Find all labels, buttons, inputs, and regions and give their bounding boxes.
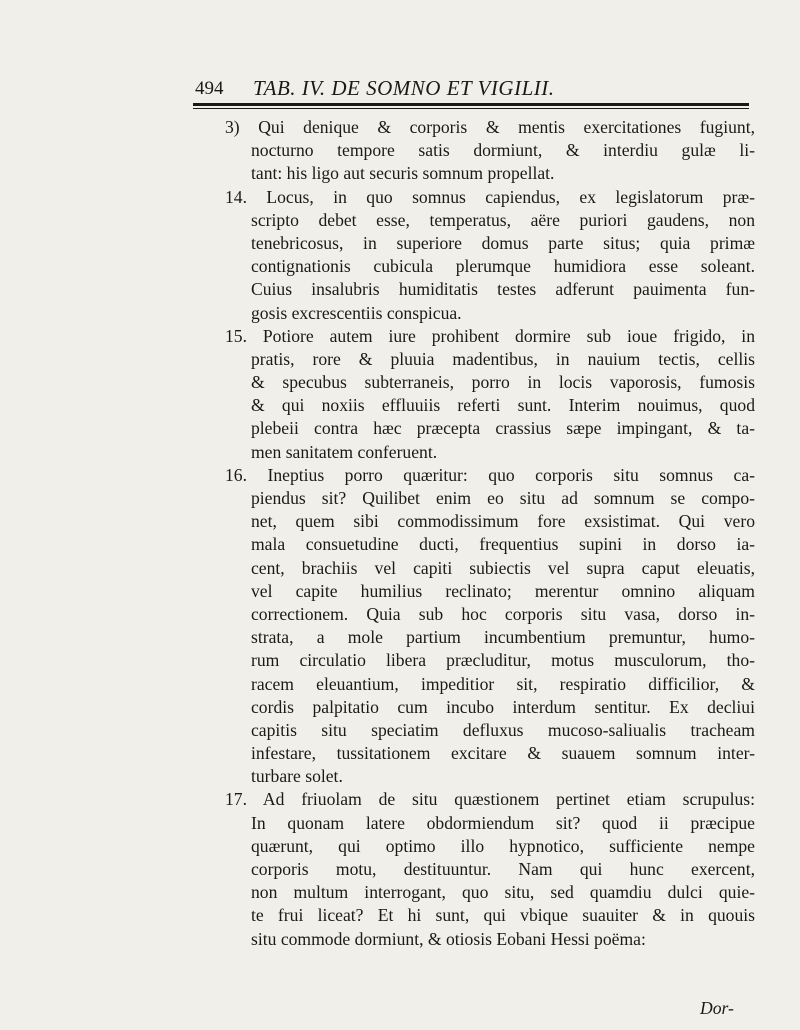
text-line: nocturno tempore satis dormiunt, & interdiu gulæ li- bbox=[251, 140, 755, 161]
text-line: 17. Ad friuolam de situ quæstionem pertinet etiam scrupulus: bbox=[225, 789, 755, 810]
text-line: & qui noxiis effluuiis referti sunt. Interim nouimus, quod bbox=[251, 395, 755, 416]
text-line: quærunt, qui optimo illo hypnotico, sufficiente nempe bbox=[251, 835, 755, 856]
paragraph bbox=[225, 325, 755, 464]
running-head: TAB. IV. DE SOMNO ET VIGILII. bbox=[253, 76, 555, 100]
text-line: piendus sit? Quilibet enim eo situ ad somnum se compo- bbox=[251, 488, 755, 508]
text-line: pratis, rore & pluuia madentibus, in nauium tectis, cellis bbox=[251, 348, 755, 369]
text-line: net, quem sibi commodissimum fore exsistimat. Qui vero bbox=[251, 511, 755, 532]
header-rule-thin bbox=[193, 108, 749, 109]
text-line: tant: his ligo aut securis somnum propellat. bbox=[251, 163, 555, 184]
text-line: 15. Potiore autem iure prohibent dormire sub ioue frigido, in bbox=[225, 325, 755, 346]
text-line: turbare solet. bbox=[251, 766, 343, 787]
page-number: 494 bbox=[195, 78, 224, 99]
paragraph bbox=[225, 464, 755, 789]
text-line: mala consuetudine ducti, frequentius supini in dorso ia- bbox=[251, 534, 755, 555]
text-line: Cuius insalubris humiditatis testes adferunt pauimenta fun- bbox=[251, 279, 755, 300]
text-line: In quonam latere obdormiendum sit? quod ii præcipue bbox=[251, 812, 755, 833]
text-line: infestare, tussitationem excitare & suauem somnum inter- bbox=[251, 743, 755, 764]
text-line: corporis motu, destituuntur. Nam qui hunc exercent, bbox=[251, 859, 755, 879]
text-line: gosis excrescentiis conspicua. bbox=[251, 302, 462, 323]
text-line: racem eleuantium, impeditior sit, respiratio difficilior, & bbox=[251, 673, 755, 694]
text-line: 14. Locus, in quo somnus capiendus, ex legislatorum præ- bbox=[225, 186, 755, 207]
text-line: situ commode dormiunt, & otiosis Eobani Hessi poëma: bbox=[251, 928, 646, 949]
text-line: non multum interrogant, quo situ, sed quamdiu dulci quie- bbox=[251, 882, 755, 903]
text-line: tenebricosus, in superiore domus parte situs; quia primæ bbox=[251, 232, 755, 253]
text-line: strata, a mole partium incumbentium premuntur, humo- bbox=[251, 627, 755, 648]
catchword: Dor- bbox=[700, 998, 734, 1018]
paragraph bbox=[225, 788, 755, 950]
text-line: vel capite humilius reclinato; merentur omnino aliquam bbox=[251, 580, 755, 601]
text-line: capitis situ speciatim defluxus mucoso-saliualis tracheam bbox=[251, 719, 755, 740]
paragraph bbox=[225, 116, 755, 186]
text-line: correctionem. Quia sub hoc corporis situ vasa, dorso in- bbox=[251, 603, 755, 624]
text-line: 3) Qui denique & corporis & mentis exercitationes fugiunt, bbox=[225, 117, 755, 137]
body-text bbox=[225, 116, 755, 951]
text-line: & specubus subterraneis, porro in locis vaporosis, fumosis bbox=[251, 372, 755, 393]
page-header bbox=[195, 76, 755, 106]
text-line: plebeii contra hæc præcepta crassius sæpe impingant, & ta- bbox=[251, 418, 755, 439]
header-rule-thick bbox=[193, 103, 749, 106]
text-line: scripto debet esse, temperatus, aëre puriori gaudens, non bbox=[251, 209, 755, 230]
paragraph bbox=[225, 186, 755, 325]
text-line: cent, brachiis vel capiti subiectis vel supra caput eleuatis, bbox=[251, 557, 755, 578]
text-line: men sanitatem conferuent. bbox=[251, 441, 438, 462]
text-line: 16. Ineptius porro quæritur: quo corporis situ somnus ca- bbox=[225, 464, 755, 485]
text-line: te frui liceat? Et hi sunt, qui vbique suauiter & in quouis bbox=[251, 905, 755, 926]
text-line: contignationis cubicula plerumque humidiora esse soleant. bbox=[251, 256, 755, 277]
text-line: rum circulatio libera præcluditur, motus musculorum, tho- bbox=[251, 650, 755, 671]
text-line: cordis palpitatio cum incubo interdum sentitur. Ex decliui bbox=[251, 696, 755, 717]
